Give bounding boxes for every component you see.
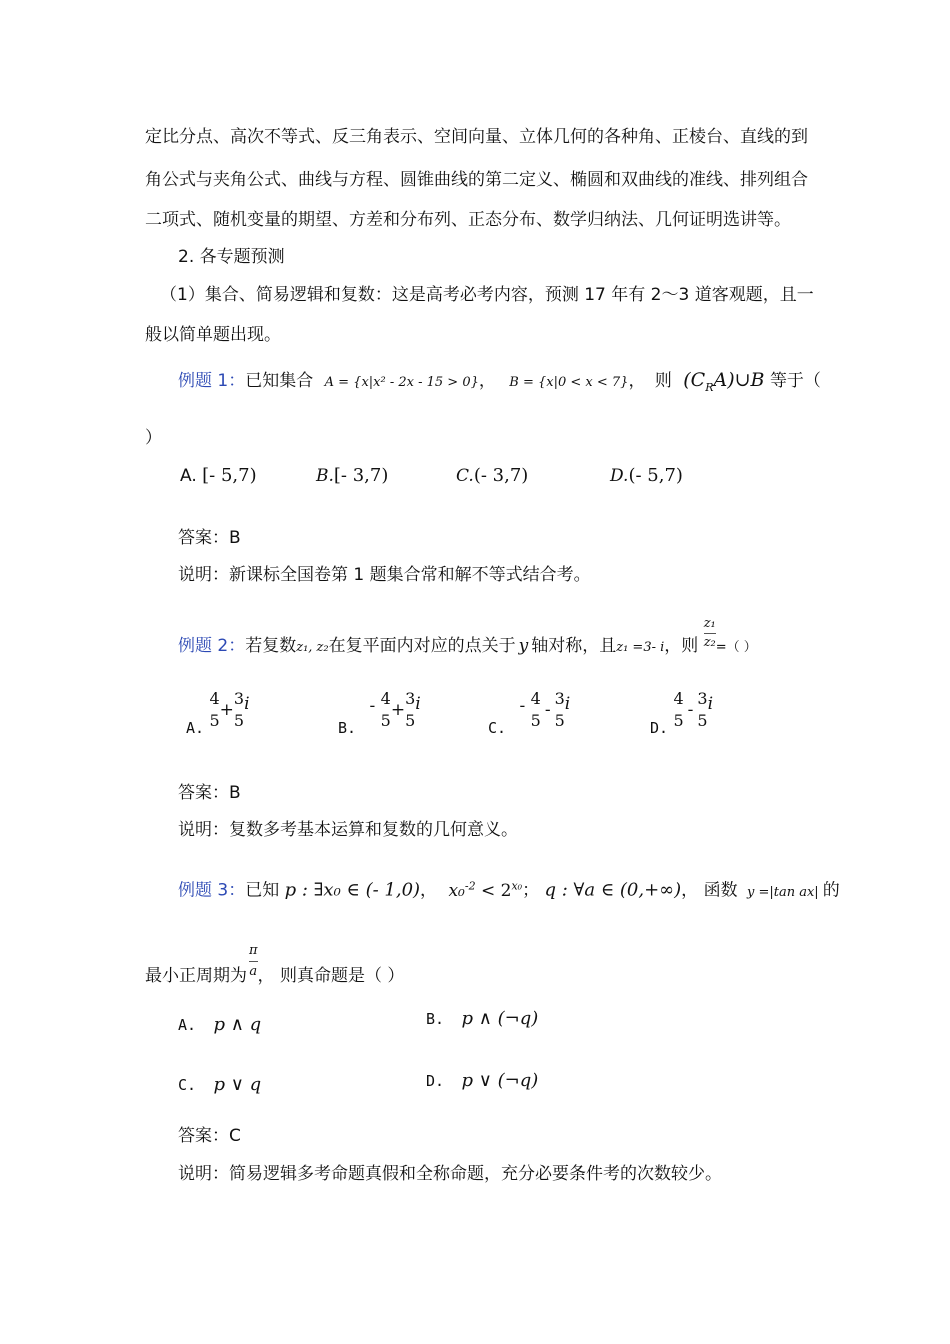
numerator: 3 [405, 689, 416, 708]
option-value: (- 5,7) [628, 465, 683, 486]
option-value: (- 3,7) [473, 465, 529, 486]
denominator: 5 [380, 711, 391, 730]
fraction-3-5 [405, 688, 415, 732]
example-2-stem [178, 615, 757, 658]
comma: ， [628, 371, 646, 391]
ex3-option-a [178, 1014, 261, 1035]
z1-over-z2-fraction [704, 615, 716, 652]
fraction-4-5 [531, 688, 541, 732]
ex2-option-a [186, 688, 250, 737]
minus-sign: - [519, 696, 526, 716]
example-1-note: 说明：新课标全国卷第 1 题集合常和解不等式结合考。 [178, 565, 591, 585]
imag-unit: i [244, 694, 250, 714]
tan-function: y =|tan ax| [746, 884, 819, 900]
p-proposition: p : ∃x₀ ∈ (- 1,0) [284, 879, 421, 901]
ineq-op: < 2 [480, 880, 512, 901]
z1-z2: z₁, z₂ [296, 640, 329, 655]
fraction-denominator: a [249, 963, 258, 979]
fraction-3-5 [697, 688, 707, 732]
option-label: C. [488, 719, 507, 737]
fn-word: 函数 [703, 880, 738, 901]
comma: ， [664, 636, 682, 656]
intro-line-2: 角公式与夹角公式、曲线与方程、圆锥曲线的第二定义、椭圆和双曲线的准线、排列组合 [145, 170, 808, 190]
section-title: 2. 各专题预测 [178, 247, 285, 267]
set-b-expr: B = {x|0 < x < 7} [509, 375, 629, 390]
ex3-option-b [426, 1008, 538, 1029]
ze-text: 则 [681, 636, 699, 656]
para-line-2: 般以简单题出现。 [145, 325, 281, 345]
example-2-note: 说明：复数多考基本运算和复数的几何意义。 [178, 820, 518, 840]
denominator: 5 [209, 711, 220, 730]
example-1-close: ） [145, 428, 162, 448]
fraction-denominator: z₂ [703, 634, 716, 650]
denominator: 5 [233, 711, 245, 730]
option-label: D. [426, 1072, 445, 1090]
numerator: 4 [380, 689, 391, 708]
example-2-label: 例题 2： [178, 636, 246, 656]
example-3-line-2 [145, 942, 405, 986]
true-proposition-text: ， 则真命题是（ ） [257, 966, 405, 986]
example-2-text-c: 轴对称，且 [531, 636, 617, 656]
example-1-label: 例题 1： [178, 371, 246, 391]
para-line-1: （1）集合、简易逻辑和复数：这是高考必考内容，预测 17 年有 2～3 道客观题，且一 [160, 285, 814, 305]
option-label: C. [178, 1076, 197, 1094]
pi-over-a-fraction [249, 941, 258, 982]
de-text: 的 [822, 880, 840, 901]
period-text: 最小正周期为 [145, 966, 247, 986]
example-3-answer: 答案：C [178, 1126, 241, 1146]
fraction-numerator: π [249, 941, 258, 962]
equals-paren: =（ ） [715, 640, 757, 655]
example-2-text-a: 若复数 [245, 636, 297, 656]
numerator: 4 [209, 689, 220, 708]
option-value: p ∧ q [213, 1014, 262, 1035]
option-label: D. [610, 466, 629, 486]
set-a-expr: A = {x|x² - 2x - 15 > 0} [324, 375, 479, 390]
example-3-text-a: 已知 [245, 880, 280, 901]
ineq-exp2: x₀ [511, 879, 523, 892]
example-2-answer: 答案：B [178, 783, 241, 803]
option-label: A. [186, 719, 205, 737]
denominator: 5 [673, 711, 684, 730]
ex1-option-d [610, 465, 683, 486]
z1-equation: z₁ =3- i [616, 640, 665, 655]
semicolon: ； [522, 880, 540, 901]
option-value: p ∨ (¬q) [461, 1070, 539, 1091]
imag-unit: i [707, 694, 714, 714]
ineq-exp: -2 [464, 879, 476, 892]
fraction-numerator: z₁ [704, 615, 716, 634]
numerator: 3 [554, 689, 565, 708]
ze-text: 则 [654, 371, 672, 391]
option-label: D. [650, 719, 669, 737]
ex1-option-b [316, 465, 388, 486]
example-1-answer: 答案：B [178, 528, 241, 548]
example-3-label: 例题 3： [178, 880, 246, 901]
comma: ， [681, 880, 699, 901]
complement-union-expr [683, 369, 765, 394]
option-value: p ∧ (¬q) [461, 1008, 539, 1029]
comma: ， [478, 371, 496, 391]
fraction-3-5 [234, 688, 244, 732]
example-1-text-a: 已知集合 [245, 371, 314, 391]
ex1-option-a [180, 465, 257, 486]
q-proposition: q : ∀a ∈ (0,+∞) [544, 879, 682, 901]
fraction-4-5 [381, 688, 391, 732]
option-label: B. [426, 1010, 445, 1028]
ex2-option-c [488, 688, 570, 737]
denominator: 5 [530, 711, 541, 730]
example-1-tail: 等于（ [769, 371, 821, 391]
ex2-option-b [338, 688, 421, 737]
example-1-stem [178, 370, 821, 398]
example-2-text-b: 在复平面内对应的点关于 [328, 636, 516, 656]
intro-line-1: 定比分点、高次不等式、反三角表示、空间向量、立体几何的各种角、正棱台、直线的到 [145, 127, 808, 147]
imag-unit: i [415, 694, 421, 714]
minus-sign: - [544, 700, 551, 720]
ineq-base: x₀ [448, 880, 465, 901]
example-3-stem [178, 876, 840, 903]
option-label: C. [456, 466, 474, 486]
option-label: A. [180, 466, 197, 486]
denominator: 5 [697, 711, 708, 730]
inequality-expr [448, 881, 522, 901]
numerator: 3 [697, 689, 708, 708]
ex3-option-d [426, 1070, 538, 1091]
numerator: 4 [530, 689, 541, 708]
ex1-option-c [456, 465, 528, 486]
minus-sign: - [687, 700, 694, 720]
fraction-4-5 [209, 688, 219, 732]
ex2-option-d [650, 688, 713, 737]
option-label: B. [338, 719, 357, 737]
imag-unit: i [564, 694, 571, 714]
example-3-note: 说明：简易逻辑多考命题真假和全称命题，充分必要条件考的次数较少。 [178, 1164, 722, 1184]
expr-sub: R [705, 380, 714, 394]
denominator: 5 [405, 711, 416, 730]
denominator: 5 [554, 711, 565, 730]
fraction-4-5 [673, 688, 683, 732]
option-label: B. [316, 466, 334, 486]
plus-sign: + [219, 700, 234, 720]
option-value: [- 5,7) [202, 465, 257, 486]
option-label: A. [178, 1016, 197, 1034]
y-var: y [518, 636, 529, 656]
option-value: [- 3,7) [333, 465, 389, 486]
intro-line-3: 二项式、随机变量的期望、方差和分布列、正态分布、数学归纳法、几何证明选讲等。 [145, 210, 791, 230]
fraction-3-5 [555, 688, 565, 732]
plus-sign: + [390, 700, 406, 720]
ex3-option-c [178, 1074, 261, 1095]
numerator: 4 [673, 689, 684, 708]
expr-tail: A)∪B [713, 369, 765, 391]
numerator: 3 [233, 689, 245, 708]
option-value: p ∨ q [213, 1074, 262, 1095]
expr-head: (C [683, 369, 706, 391]
minus-sign: - [369, 696, 376, 716]
comma: ， [420, 880, 438, 901]
